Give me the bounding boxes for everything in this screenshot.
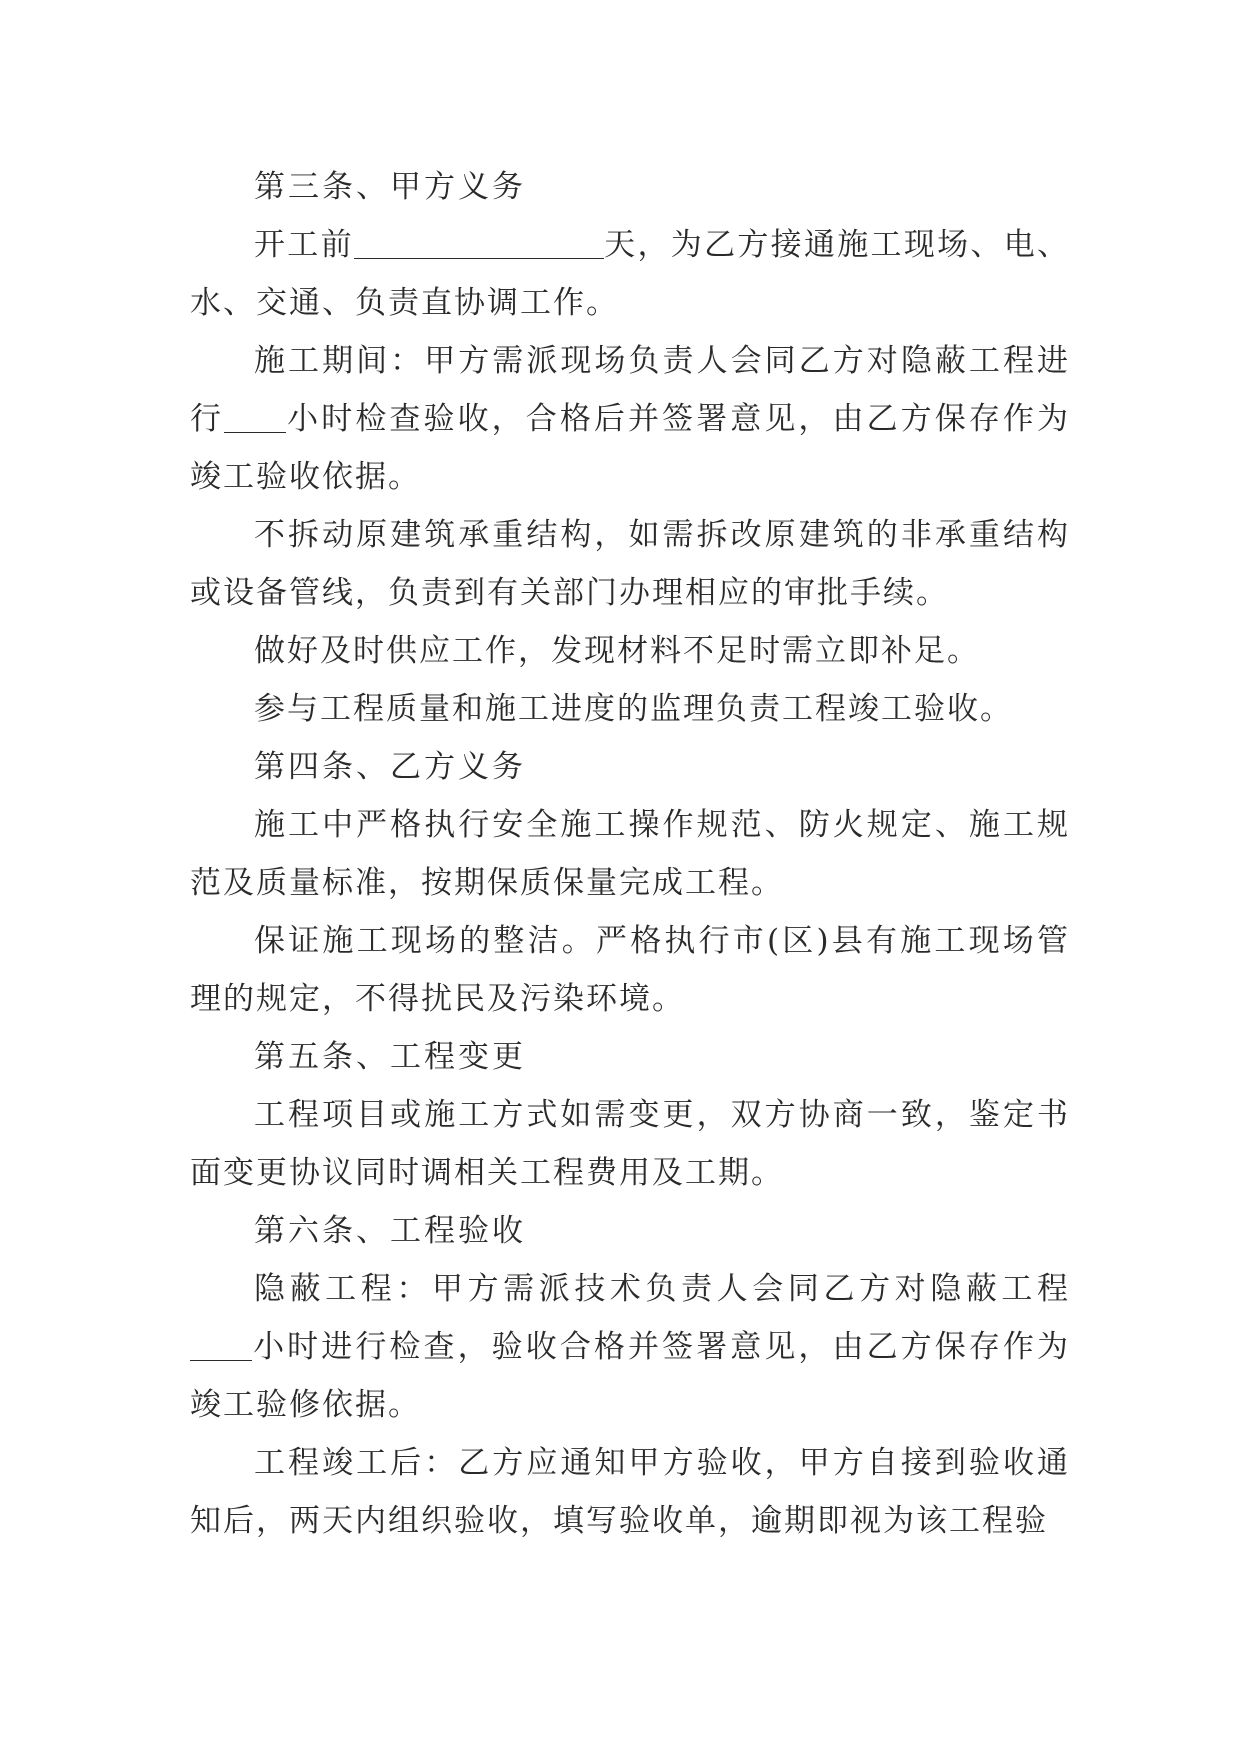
article-3-heading: 第三条、甲方义务 — [254, 169, 526, 205]
article-6-paragraph-1-start: 隐蔽工程：甲方需派技术负责人会同乙方对隐蔽工程 — [254, 1271, 1070, 1307]
article-5-heading: 第五条、工程变更 — [254, 1039, 526, 1075]
article-6-paragraph-1 — [190, 1260, 1070, 1434]
article-5-paragraph-1: 工程项目或施工方式如需变更，双方协商一致，鉴定书面变更协议同时调相关工程费用及工期。 — [190, 1097, 1070, 1191]
article-3-paragraph-2-start: 施工期间：甲方需派现场负责人会同乙方对隐蔽工程进行 — [190, 343, 1070, 437]
article-3-paragraph-5: 参与工程质量和施工进度的监理负责工程竣工验收。 — [254, 691, 1013, 727]
article-3-paragraph-1-start: 开工前 — [254, 227, 354, 263]
hours-blank-field[interactable] — [224, 402, 286, 433]
article-4-paragraph-1: 施工中严格执行安全施工操作规范、防火规定、施工规范及质量标准，按期保质保量完成工程。 — [190, 807, 1070, 901]
article-3-paragraph-4: 做好及时供应工作，发现材料不足时需立即补足。 — [254, 633, 980, 669]
article-6-paragraph-2: 工程竣工后：乙方应通知甲方验收，甲方自接到验收通知后，两天内组织验收，填写验收单，逾期即视为该工程验 — [190, 1445, 1070, 1539]
article-3-paragraph-2-end: 小时检查验收，合格后并签署意见，由乙方保存作为竣工验收依据。 — [190, 401, 1071, 495]
article-4-heading: 第四条、乙方义务 — [254, 749, 526, 785]
article-6-heading: 第六条、工程验收 — [254, 1213, 526, 1249]
article-3-paragraph-2 — [190, 332, 1070, 506]
article-3-paragraph-1-end: 天，为乙方接通施工现场、电、水、交通、负责直协调工作。 — [190, 227, 1071, 321]
article-3-paragraph-3: 不拆动原建筑承重结构，如需拆改原建筑的非承重结构或设备管线，负责到有关部门办理相应的审批手续。 — [190, 517, 1070, 611]
days-blank-field[interactable] — [354, 228, 604, 259]
document-body — [190, 158, 1070, 1550]
article-6-paragraph-1-end: 小时进行检查，验收合格并签署意见，由乙方保存作为竣工验修依据。 — [190, 1329, 1070, 1423]
inspection-hours-blank-field[interactable] — [190, 1330, 252, 1361]
article-4-paragraph-2: 保证施工现场的整洁。严格执行市(区)县有施工现场管理的规定，不得扰民及污染环境。 — [190, 923, 1070, 1017]
article-3-paragraph-1 — [190, 216, 1070, 332]
